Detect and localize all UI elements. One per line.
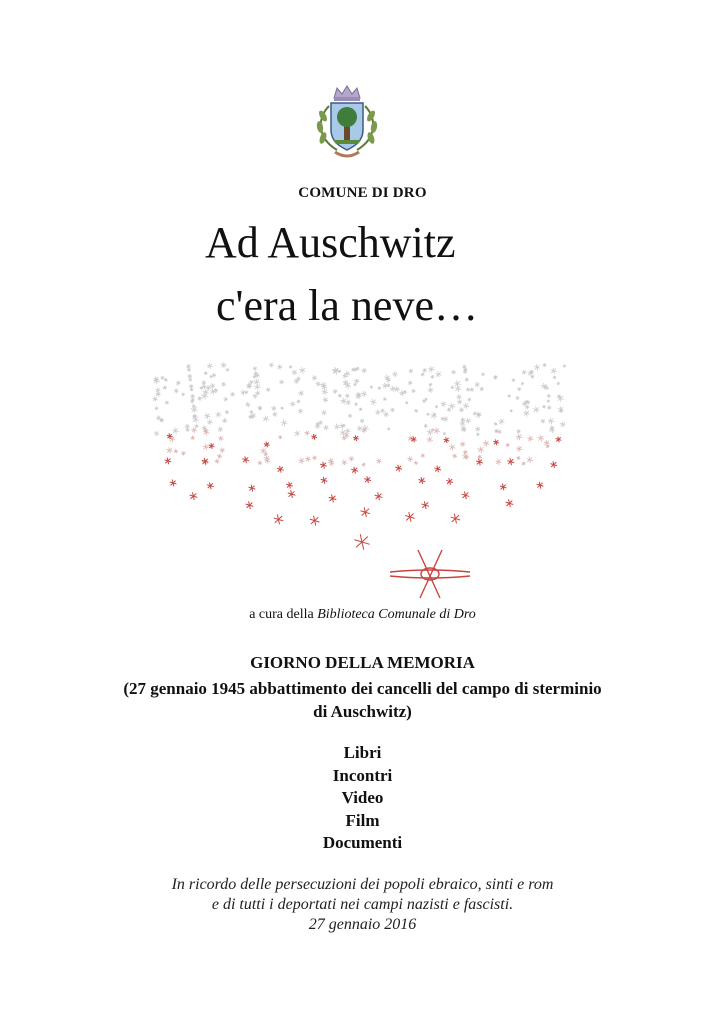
snowflake-icon bbox=[204, 371, 208, 375]
snowflake-icon bbox=[277, 364, 282, 369]
snowflake-icon bbox=[342, 374, 347, 379]
snowflake-icon bbox=[390, 408, 395, 413]
snowflake-icon bbox=[441, 401, 447, 407]
snowflake-icon bbox=[364, 476, 371, 483]
snowflake-icon bbox=[240, 390, 245, 396]
snowflake-icon bbox=[516, 456, 520, 460]
snowflake-icon bbox=[310, 516, 320, 526]
snowflake-icon bbox=[460, 421, 466, 427]
snowflake-icon bbox=[316, 381, 321, 386]
snowflake-icon bbox=[429, 383, 433, 387]
snowflake-icon bbox=[424, 424, 428, 428]
snowflake-icon bbox=[264, 452, 268, 456]
snowflake-icon bbox=[419, 477, 426, 484]
snowflake-icon bbox=[526, 400, 530, 404]
dedication-line-2: e di tutti i deportati nei campi nazisti e fascisti. bbox=[211, 896, 514, 913]
snowflake-icon bbox=[341, 398, 347, 404]
snowflake-icon bbox=[202, 384, 207, 389]
snowflake-icon bbox=[556, 437, 562, 443]
snowflake-icon bbox=[217, 454, 222, 459]
snowflake-icon bbox=[449, 444, 456, 451]
snowflake-icon bbox=[190, 394, 194, 398]
snowflake-icon bbox=[522, 401, 527, 406]
snowflake-icon bbox=[508, 394, 511, 397]
snowflake-icon bbox=[333, 389, 338, 394]
snowflake-icon bbox=[297, 377, 301, 381]
credit-line bbox=[0, 607, 725, 623]
event-description bbox=[40, 677, 685, 723]
snowflake-icon bbox=[547, 399, 550, 402]
snowflake-icon bbox=[204, 413, 210, 419]
snowflake-icon bbox=[176, 381, 181, 386]
snowflake-icon bbox=[342, 424, 345, 427]
snowflake-icon bbox=[434, 466, 441, 473]
snowflake-icon bbox=[230, 392, 235, 397]
snowflake-icon bbox=[510, 409, 513, 412]
snow-and-barbed-wire-illustration bbox=[150, 360, 570, 605]
snowflake-icon bbox=[153, 397, 158, 402]
snowflake-icon bbox=[541, 419, 545, 424]
snowflake-icon bbox=[312, 455, 317, 460]
snowflake-icon bbox=[197, 396, 201, 401]
snowflake-icon bbox=[218, 427, 223, 432]
snowflake-icon bbox=[421, 501, 429, 509]
snowflake-icon bbox=[452, 454, 456, 459]
snowflake-icon bbox=[189, 378, 192, 381]
snowflake-icon bbox=[249, 380, 253, 384]
snowflake-icon bbox=[361, 507, 371, 517]
snowflake-icon bbox=[516, 434, 522, 441]
snowflake-icon bbox=[174, 449, 178, 453]
snowflake-icon bbox=[422, 399, 426, 403]
snowflake-icon bbox=[223, 397, 227, 402]
snowflake-icon bbox=[465, 418, 471, 424]
snowflake-icon bbox=[191, 436, 195, 440]
snowflake-icon bbox=[463, 450, 467, 454]
snowflake-icon bbox=[360, 419, 364, 424]
dedication-date: 27 gennaio 2016 bbox=[308, 916, 417, 933]
snowflake-icon bbox=[207, 482, 214, 489]
snowflake-icon bbox=[255, 391, 260, 396]
snowflake-icon bbox=[421, 453, 425, 457]
snowflake-icon bbox=[216, 412, 222, 418]
snowflake-icon bbox=[353, 435, 359, 441]
snowflake-icon bbox=[462, 491, 470, 499]
snowflake-icon bbox=[351, 467, 358, 474]
snowflake-icon bbox=[507, 458, 514, 465]
snowflake-icon bbox=[468, 398, 472, 402]
snowflake-icon bbox=[297, 400, 301, 404]
snowflake-icon bbox=[557, 382, 560, 385]
snowflake-icon bbox=[195, 424, 199, 428]
snowflake-icon bbox=[522, 461, 526, 465]
snowflake-icon bbox=[298, 408, 303, 413]
snowflake-icon bbox=[191, 398, 194, 401]
snowflake-icon bbox=[551, 368, 557, 374]
municipality-name: COMUNE DI DRO bbox=[298, 185, 427, 201]
snowflake-icon bbox=[191, 427, 196, 433]
snowflake-icon bbox=[431, 375, 435, 379]
snowflake-icon bbox=[312, 375, 317, 380]
credit-prefix: a cura della bbox=[249, 607, 314, 622]
snowflake-icon bbox=[245, 402, 250, 407]
snowflake-icon bbox=[465, 377, 469, 381]
snowflake-icon bbox=[165, 457, 172, 464]
snowflake-icon bbox=[443, 437, 449, 443]
snowflake-icon bbox=[220, 362, 226, 368]
activities-list bbox=[0, 742, 725, 855]
snowflake-icon bbox=[156, 392, 161, 397]
snowflake-icon bbox=[499, 419, 505, 425]
snowflake-icon bbox=[323, 397, 329, 403]
snowflake-icon bbox=[435, 405, 438, 408]
snowflake-icon bbox=[263, 416, 269, 422]
snowflake-icon bbox=[462, 365, 466, 369]
snowflake-icon bbox=[266, 388, 270, 392]
snowflake-icon bbox=[457, 394, 462, 399]
snowflake-icon bbox=[172, 427, 179, 434]
snowflake-icon bbox=[428, 366, 434, 372]
snowflake-icon bbox=[253, 366, 257, 370]
snowflake-icon bbox=[155, 407, 158, 410]
snowflake-icon bbox=[494, 422, 497, 425]
snowflake-icon bbox=[271, 406, 276, 411]
snowflake-icon bbox=[269, 363, 274, 368]
snowflake-icon bbox=[277, 466, 284, 473]
snowflake-icon bbox=[218, 436, 223, 441]
snowflake-icon bbox=[466, 388, 470, 392]
snowflake-icon bbox=[214, 388, 218, 392]
snowflake-icon bbox=[538, 435, 544, 442]
event-description-line-1: (27 gennaio 1945 abbattimento dei cancelli del campo di sterminio bbox=[123, 679, 602, 698]
snowflake-icon bbox=[422, 368, 427, 373]
snowflake-icon bbox=[375, 492, 383, 500]
snowflake-icon bbox=[470, 387, 474, 391]
snowflake-icon bbox=[278, 435, 282, 439]
snowflake-icon bbox=[354, 534, 369, 550]
snowflake-icon bbox=[190, 388, 193, 391]
snowflake-icon bbox=[459, 407, 464, 412]
snowflake-icon bbox=[345, 394, 349, 398]
snowflake-icon bbox=[457, 399, 462, 404]
snowflake-icon bbox=[506, 499, 514, 507]
snowflake-icon bbox=[174, 388, 179, 393]
snowflake-icon bbox=[405, 401, 408, 404]
snowflake-icon bbox=[411, 389, 415, 393]
snowflake-icon bbox=[163, 385, 167, 389]
snowflake-icon bbox=[446, 478, 453, 485]
snowflake-icon bbox=[320, 462, 327, 469]
snowflake-icon bbox=[463, 403, 469, 409]
snowflake-icon bbox=[477, 446, 484, 453]
snowflake-icon bbox=[165, 401, 169, 405]
snowflake-icon bbox=[537, 482, 544, 489]
snowflake-icon bbox=[500, 484, 507, 491]
snowflake-icon bbox=[318, 420, 322, 425]
snowflake-icon bbox=[431, 412, 437, 418]
snowflake-icon bbox=[409, 369, 413, 373]
snowflake-icon bbox=[542, 363, 546, 367]
snowflake-icon bbox=[212, 373, 216, 377]
snowflake-icon bbox=[210, 375, 213, 378]
snowflake-icon bbox=[407, 456, 413, 462]
snowflake-icon bbox=[186, 428, 190, 432]
snowflake-icon bbox=[380, 408, 384, 412]
snowflake-icon bbox=[427, 413, 430, 416]
snowflake-icon bbox=[516, 396, 520, 400]
snowflake-icon bbox=[361, 391, 367, 397]
snowflake-icon bbox=[550, 461, 557, 468]
snowflake-icon bbox=[527, 436, 533, 442]
snowflake-icon bbox=[449, 403, 456, 410]
snowflake-icon bbox=[563, 364, 566, 367]
snowflake-icon bbox=[341, 460, 347, 466]
snowflake-icon bbox=[187, 368, 191, 372]
snowflake-icon bbox=[521, 382, 524, 385]
snowflake-icon bbox=[443, 432, 446, 435]
snowflake-icon bbox=[338, 394, 342, 398]
snowflake-icon bbox=[370, 386, 373, 389]
snowflake-icon bbox=[547, 394, 551, 398]
snowflake-icon bbox=[362, 463, 366, 467]
snowflake-icon bbox=[321, 477, 328, 484]
snowflake-icon bbox=[383, 397, 387, 401]
coat-of-arms-logo bbox=[307, 84, 387, 162]
snowflake-icon bbox=[272, 412, 277, 417]
event-name: GIORNO DELLA MEMORIA bbox=[250, 653, 475, 672]
snowflake-icon bbox=[210, 388, 216, 395]
snowflake-icon bbox=[553, 376, 556, 379]
snowflake-icon bbox=[203, 444, 209, 451]
snowflake-icon bbox=[362, 368, 367, 373]
snowflake-icon bbox=[249, 485, 256, 492]
snowflake-icon bbox=[329, 495, 337, 503]
activity-item: Documenti bbox=[322, 833, 403, 852]
snowflake-icon bbox=[512, 378, 515, 381]
snowflake-icon bbox=[210, 383, 215, 388]
snowflake-icon bbox=[225, 410, 229, 414]
snowflake-icon bbox=[324, 425, 329, 430]
snowflake-icon bbox=[547, 406, 551, 410]
snowflake-icon bbox=[433, 428, 439, 434]
snowflake-icon bbox=[506, 443, 510, 447]
snowflake-icon bbox=[259, 407, 262, 410]
snowflake-icon bbox=[463, 370, 467, 374]
snowflake-icon bbox=[305, 430, 310, 435]
snowflake-icon bbox=[477, 455, 481, 460]
credit-library: Biblioteca Comunale di Dro bbox=[317, 607, 476, 622]
snowflake-icon bbox=[481, 373, 484, 376]
snowflake-icon bbox=[221, 382, 226, 387]
snowflake-icon bbox=[286, 482, 293, 489]
snowflake-icon bbox=[542, 405, 545, 408]
dedication bbox=[0, 875, 725, 935]
snowflake-icon bbox=[334, 424, 340, 430]
snowflake-icon bbox=[460, 441, 465, 446]
snowflake-icon bbox=[546, 444, 550, 448]
snowflake-icon bbox=[475, 427, 480, 432]
snowflake-icon bbox=[382, 383, 388, 389]
activity-item: Incontri bbox=[332, 765, 393, 785]
snowflake-icon bbox=[181, 393, 184, 396]
activity-item: Libri bbox=[343, 743, 382, 762]
snowflake-icon bbox=[522, 370, 526, 375]
snowflake-icon bbox=[166, 447, 172, 453]
snowflake-icon bbox=[299, 458, 305, 464]
dedication-line-1: In ricordo delle persecuzioni dei popoli ebraico, sinti e rom bbox=[171, 876, 554, 893]
snowflake-icon bbox=[474, 382, 479, 388]
snowflake-icon bbox=[527, 457, 533, 464]
snowflake-icon bbox=[414, 461, 418, 465]
snowflake-icon bbox=[258, 461, 262, 465]
snowflake-icon bbox=[405, 512, 415, 522]
snowflake-icon bbox=[279, 380, 284, 385]
snowflake-icon bbox=[392, 371, 398, 377]
snowflake-icon bbox=[408, 380, 413, 385]
title-line-2: c'era la neve… bbox=[216, 281, 478, 330]
snowflake-icon bbox=[298, 391, 303, 396]
snowflake-icon bbox=[435, 371, 441, 377]
snowflake-icon bbox=[493, 439, 499, 445]
snowflake-icon bbox=[525, 405, 529, 409]
snowflake-icon bbox=[533, 406, 540, 413]
snowflake-icon bbox=[359, 408, 362, 411]
snowflake-icon bbox=[348, 414, 352, 418]
snowflake-icon bbox=[164, 378, 168, 382]
snowflake-icon bbox=[207, 363, 213, 369]
snowflake-icon bbox=[353, 383, 356, 386]
snowflake-icon bbox=[548, 418, 554, 425]
snowflake-icon bbox=[154, 431, 159, 436]
snowflake-icon bbox=[473, 412, 477, 416]
activity-item: Film bbox=[345, 810, 380, 830]
snowflake-icon bbox=[516, 446, 522, 452]
snowflake-icon bbox=[378, 386, 381, 390]
snowflake-icon bbox=[280, 407, 283, 410]
activity-item: Video bbox=[341, 788, 384, 807]
snowflake-icon bbox=[361, 428, 366, 433]
snowflake-icon bbox=[404, 390, 407, 393]
snowflake-icon bbox=[190, 492, 198, 500]
snowflake-icon bbox=[451, 514, 461, 524]
snowflake-icon bbox=[189, 384, 194, 389]
snowflake-icon bbox=[349, 456, 354, 462]
snowflake-icon bbox=[274, 515, 284, 525]
snowflake-icon bbox=[387, 427, 390, 430]
snowflake-icon bbox=[321, 410, 326, 415]
snowflake-icon bbox=[357, 426, 362, 432]
snowflake-icon bbox=[480, 387, 484, 391]
snowflake-icon bbox=[383, 412, 389, 418]
snowflake-icon bbox=[245, 391, 248, 394]
snowflake-icon bbox=[476, 433, 479, 436]
snowflake-icon bbox=[451, 386, 454, 389]
snowflake-icon bbox=[305, 456, 310, 461]
snowflake-icon bbox=[215, 459, 220, 464]
snowflake-icon bbox=[181, 451, 185, 456]
snowflake-icon bbox=[222, 418, 227, 423]
snowflake-icon bbox=[209, 443, 215, 449]
snowflake-icon bbox=[220, 448, 225, 453]
snowflake-icon bbox=[299, 367, 305, 373]
snowflake-icon bbox=[207, 419, 212, 425]
snowflake-icon bbox=[421, 373, 425, 377]
snowflake-icon bbox=[170, 480, 177, 487]
snowflake-icon bbox=[395, 465, 402, 472]
title-line-1: Ad Auschwitz bbox=[205, 218, 456, 267]
snowflake-icon bbox=[354, 403, 357, 406]
snowflake-icon bbox=[376, 459, 381, 464]
snowflake-icon bbox=[370, 399, 376, 406]
snowflake-icon bbox=[242, 456, 249, 463]
snowflake-icon bbox=[290, 401, 295, 406]
snowflake-icon bbox=[346, 400, 351, 406]
snowflake-icon bbox=[560, 421, 566, 427]
snowflake-icon bbox=[288, 490, 296, 498]
snowflake-icon bbox=[447, 408, 451, 412]
snowflake-icon bbox=[292, 370, 297, 376]
snowflake-icon bbox=[281, 420, 288, 427]
barbed-wire-icon bbox=[390, 550, 470, 598]
snowflake-icon bbox=[160, 376, 164, 380]
snowflake-icon bbox=[451, 370, 456, 375]
event-description-line-2: di Auschwitz) bbox=[313, 702, 412, 721]
snowflake-icon bbox=[534, 364, 540, 370]
snowflake-icon bbox=[483, 440, 489, 446]
snowflake-icon bbox=[427, 436, 433, 442]
snowflake-icon bbox=[476, 459, 483, 466]
snowflake-icon bbox=[311, 434, 317, 440]
snowflake-icon bbox=[517, 387, 521, 391]
snowflake-icon bbox=[289, 365, 292, 368]
snowflake-icon bbox=[246, 501, 254, 509]
snowflake-icon bbox=[516, 429, 520, 433]
snowflake-icon bbox=[206, 385, 211, 390]
snowflake-icon bbox=[428, 387, 434, 393]
snowflake-icon bbox=[294, 430, 300, 436]
snowflake-icon bbox=[495, 459, 501, 465]
snowflake-icon bbox=[414, 409, 418, 413]
snowflake-icon bbox=[264, 442, 270, 448]
snowflake-icon bbox=[226, 368, 229, 372]
snowflake-icon bbox=[523, 410, 529, 416]
snowflake-icon bbox=[375, 410, 380, 415]
